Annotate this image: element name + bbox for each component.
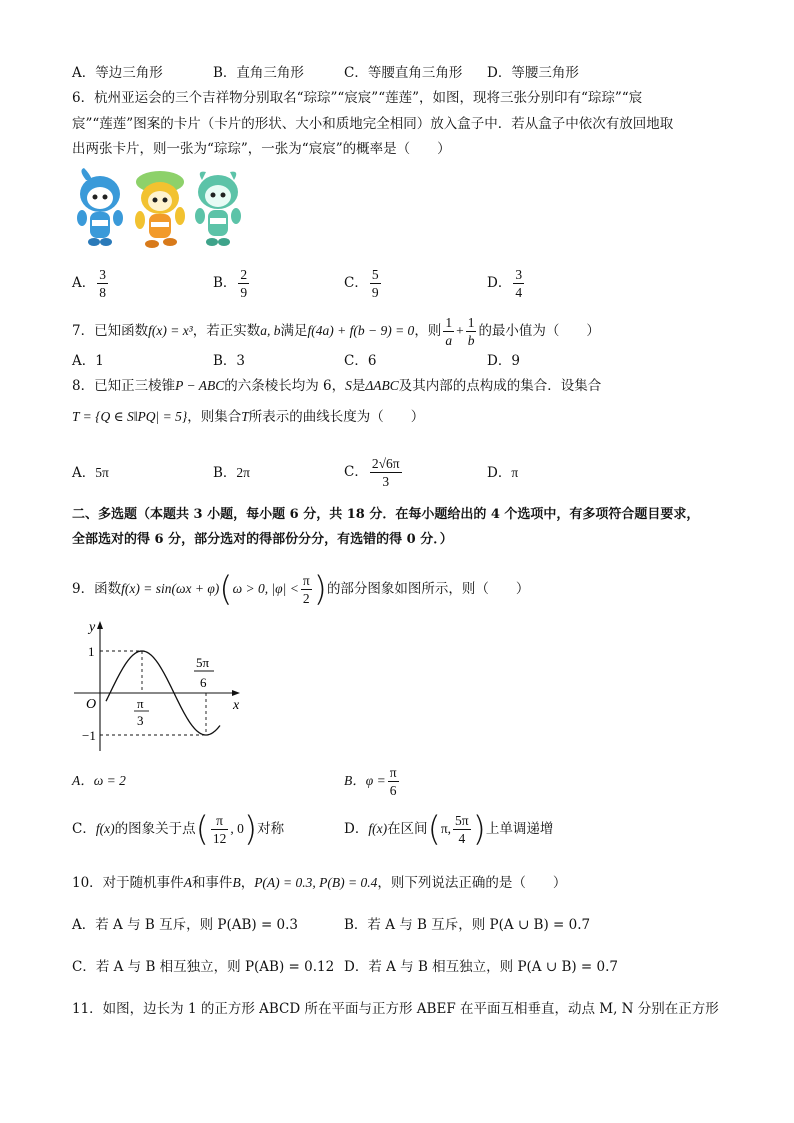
- q7-function: f(x) = x³: [148, 323, 193, 338]
- y-tick-neg1: −1: [82, 728, 96, 743]
- q9-option-c-paren-close: ): [243, 809, 258, 850]
- q9-option-c-mid: 的图象关于点: [114, 821, 196, 837]
- q9-option-c-f: f(x): [95, 821, 115, 836]
- q8-option-c-num: 2√6π: [371, 456, 400, 471]
- q6-stem-line1: 6．杭州亚运会的三个吉祥物分别取名“琮琮”“宸宸”“莲莲”，如图，现将三张分别印有“琮琮”“宸: [72, 90, 643, 106]
- q8-option-d-value: π: [511, 465, 519, 480]
- q9-function: f(x) = sin(ωx + φ): [121, 581, 220, 596]
- q11-stem-line1: 11．如图，边长为 1 的正方形 ABCD 所在平面与正方形 ABEF 在平面互相垂直，动点 M, N 分别在正方形: [72, 1001, 719, 1017]
- q9-option-c-suffix: 对称: [257, 821, 285, 837]
- q7-option-b: B．3: [213, 353, 246, 369]
- origin-label: O: [86, 697, 97, 712]
- section2-heading-line2: 全部选对的得 6 分，部分选对的得部份分分，有选错的得 0 分．）: [72, 532, 453, 547]
- q8-option-a: [72, 464, 109, 482]
- x-axis-arrow: [232, 690, 240, 696]
- q9-condition: ω > 0, |φ| <: [232, 581, 299, 596]
- q8-text-d2: 所表示的曲线长度为（ ）: [248, 409, 425, 425]
- q9-option-d-a: π,: [440, 821, 452, 836]
- x-tick2-num: 5π: [196, 655, 210, 670]
- q6-option-d-num: 3: [515, 267, 523, 282]
- q6-option-d: [487, 266, 526, 301]
- q10-text-a: 10．对于随机事件: [72, 875, 184, 891]
- q5-option-b: B．直角三角形: [213, 65, 304, 81]
- q8-stem-line2: [72, 408, 424, 426]
- q9-option-b-fraction: [388, 764, 399, 799]
- q8-option-a-value: 5π: [95, 465, 109, 480]
- q9-option-d-den: 4: [458, 831, 466, 846]
- q7-frac1-den: a: [445, 333, 453, 348]
- q9-option-a: [72, 772, 126, 790]
- q7-suffix: 的最小值为（ ）: [478, 323, 600, 339]
- q8-text-a: 8．已知正三棱锥: [72, 378, 176, 394]
- q7-option-c: C．6: [344, 353, 377, 369]
- q6-option-a-fraction: [97, 266, 108, 301]
- q6-option-b-den: 9: [240, 285, 248, 300]
- q6-option-d-label: D．: [487, 275, 512, 291]
- q9-paren-close: ): [313, 569, 327, 610]
- q10-option-b: B．若 A 与 B 互斥，则 P(A ∪ B) = 0.7: [344, 917, 591, 933]
- q9-option-b-num: π: [389, 765, 397, 780]
- q9-option-d-paren-open: (: [427, 809, 441, 850]
- q10-event-b: B: [232, 875, 241, 890]
- q7-vars: a, b: [260, 323, 281, 338]
- q9-option-d-num: 5π: [455, 813, 469, 828]
- q8-triangle: ΔABC: [365, 378, 399, 393]
- q5-option-c: C．等腰直角三角形: [344, 65, 463, 81]
- q10-stem: [72, 874, 566, 892]
- q6-option-d-fraction: [513, 266, 524, 301]
- q8-option-c-den: 3: [382, 474, 390, 489]
- mascots-image: [70, 168, 246, 252]
- q8-option-c-label: C．: [344, 464, 368, 480]
- q6-option-d-den: 4: [515, 285, 523, 300]
- q9-option-c-fraction: [211, 812, 229, 847]
- q7-plus: +: [456, 323, 464, 338]
- q6-option-b-num: 2: [240, 267, 248, 282]
- q10-text-b: 和事件: [191, 875, 233, 891]
- q9-cond-num: π: [302, 573, 310, 588]
- q7-frac2-num: 1: [467, 315, 475, 330]
- q8-text-c: 的六条棱长均为 6，: [224, 378, 346, 394]
- q6-option-b-label: B．: [213, 275, 237, 291]
- q10-text-c: ，: [240, 875, 255, 891]
- q9-option-d-suffix: 上单调递增: [485, 821, 554, 837]
- q6-option-c-num: 5: [371, 267, 379, 282]
- q5-option-d: D．等腰三角形: [487, 65, 579, 81]
- y-axis-label: y: [89, 620, 96, 635]
- q8-text-e: 是: [351, 378, 366, 394]
- q8-stem-line1: [72, 377, 601, 395]
- q10-option-a: A．若 A 与 B 互斥，则 P(AB) = 0.3: [72, 917, 299, 933]
- q9-option-d: [344, 809, 554, 850]
- mascots-illustration: [70, 168, 246, 252]
- q7-mid: ，若正实数: [192, 323, 261, 339]
- q8-pyramid: P − ABC: [175, 378, 225, 393]
- q9-option-c-den: 12: [212, 831, 227, 846]
- q6-option-c-fraction: [370, 266, 381, 301]
- q8-option-b-label: B．: [213, 465, 237, 481]
- q9-option-c-pre: C．: [72, 821, 96, 837]
- q9-stem: [72, 569, 530, 610]
- q9-option-b-den: 6: [389, 783, 397, 798]
- q9-option-b-pre: B．φ =: [344, 773, 386, 788]
- q6-option-a-label: A．: [72, 275, 96, 291]
- q9-option-d-f: f(x): [368, 821, 388, 836]
- x-tick1-den: 3: [137, 713, 144, 728]
- q9-prefix: 9．函数: [72, 581, 122, 597]
- q6-option-c-label: C．: [344, 275, 368, 291]
- q9-option-c-tail: , 0: [230, 821, 244, 836]
- q6-option-a: [72, 266, 110, 301]
- q9-suffix: 的部分图象如图所示，则（ ）: [326, 581, 530, 597]
- section2-heading-line1: 二、多选题（本题共 3 小题，每小题 6 分，共 18 分．在每小题给出的 4 个选项中，有多项符合题目要求，: [72, 507, 700, 522]
- q6-option-c: [344, 266, 383, 301]
- q9-option-d-mid: 在区间: [387, 821, 428, 837]
- q9-option-b: [344, 764, 401, 799]
- q6-option-a-den: 8: [99, 285, 106, 300]
- q8-option-b-value: 2π: [236, 465, 250, 480]
- q5-option-a: A．等边三角形: [72, 65, 163, 81]
- q7-frac1: [443, 314, 454, 349]
- q8-t-var: T: [241, 409, 249, 424]
- q7-option-a: A．1: [72, 353, 104, 369]
- y-tick-1: 1: [88, 644, 95, 659]
- q10-probabilities: P(A) = 0.3, P(B) = 0.4: [254, 875, 378, 890]
- q7-stem: [72, 314, 600, 349]
- q6-stem-line3: 出两张卡片，则一张为“琮琮”，一张为“宸宸”的概率是（ ）: [72, 141, 451, 157]
- q8-text-b2: ，则集合: [187, 409, 242, 425]
- q8-option-c: [344, 455, 404, 490]
- q7-option-d: D．9: [487, 353, 520, 369]
- q8-text-g: 及其内部的点构成的集合．设集合: [398, 378, 602, 394]
- q7-frac1-num: 1: [445, 315, 453, 330]
- q6-stem-line2: 宸”“莲莲”图案的卡片（卡片的形状、大小和质地完全相同）放入盒子中．若从盒子中依次有放回地取: [72, 116, 674, 132]
- q7-condition: f(4a) + f(b − 9) = 0: [307, 323, 415, 338]
- q9-graph: [70, 615, 250, 755]
- q10-option-d: D．若 A 与 B 相互独立，则 P(A ∪ B) = 0.7: [344, 959, 618, 975]
- q8-option-d-label: D．: [487, 465, 512, 481]
- q9-option-d-fraction: [453, 812, 471, 847]
- q9-option-c: [72, 809, 285, 850]
- q9-option-a-text: A．ω = 2: [72, 773, 126, 788]
- q7-cond-pre: 满足: [280, 323, 308, 339]
- q6-option-b: [213, 266, 251, 301]
- q8-set-s: S: [345, 378, 352, 393]
- y-axis-arrow: [97, 621, 103, 629]
- q10-option-c: C．若 A 与 B 相互独立，则 P(AB) = 0.12: [72, 959, 335, 975]
- q9-option-c-paren-open: (: [195, 809, 209, 850]
- q9-option-d-paren-close: ): [472, 809, 486, 850]
- q9-paren-open: (: [219, 569, 233, 610]
- q9-sine-graph: [70, 615, 250, 755]
- q7-then: ，则: [414, 323, 442, 339]
- q10-text-d: ，则下列说法正确的是（ ）: [377, 875, 567, 891]
- x-axis-label: x: [233, 698, 240, 713]
- q8-option-a-label: A．: [72, 465, 96, 481]
- q7-prefix: 7．已知函数: [72, 323, 149, 339]
- q9-cond-fraction: [301, 572, 312, 607]
- q9-cond-den: 2: [302, 591, 310, 606]
- x-tick1-num: π: [137, 696, 144, 711]
- q6-option-c-den: 9: [371, 285, 379, 300]
- q6-option-b-fraction: [238, 266, 249, 301]
- q10-event-a: A: [183, 875, 192, 890]
- q7-frac2-den: b: [467, 333, 475, 348]
- q8-set-t: T = {Q ∈ S‖PQ| = 5}: [72, 409, 188, 424]
- q8-option-c-fraction: [370, 455, 402, 490]
- q9-option-c-num: π: [211, 812, 229, 830]
- x-tick2-den: 6: [200, 675, 207, 690]
- q8-option-b: [213, 464, 250, 482]
- q8-option-d: [487, 464, 518, 482]
- q6-option-a-num: 3: [99, 267, 106, 282]
- q7-frac2: [466, 314, 477, 349]
- q9-option-d-pre: D．: [344, 821, 369, 837]
